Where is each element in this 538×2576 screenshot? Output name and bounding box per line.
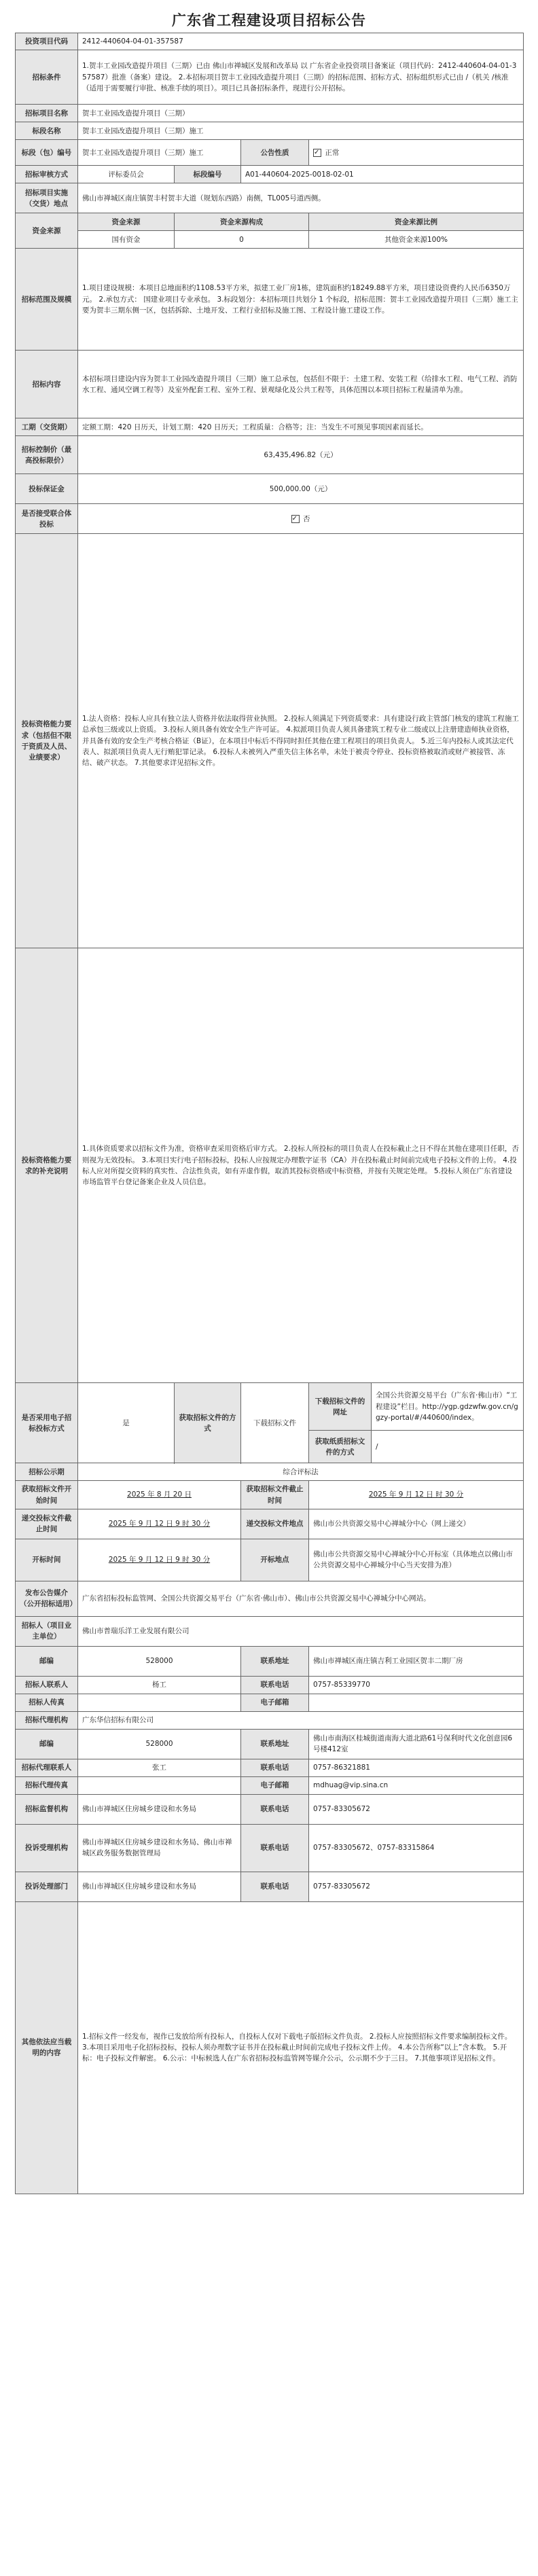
label: 标段编号 [175, 166, 241, 183]
value: 0757-86321881 [309, 1759, 524, 1776]
label: 获取招标文件的方式 [175, 1383, 241, 1463]
value: 佛山市公共资源交易中心禅城分中心（网上递交） [309, 1509, 524, 1539]
row-supervisor [16, 1794, 524, 1824]
row-tenderer [16, 1616, 524, 1646]
value: 否 [302, 514, 310, 523]
label: 是否接受联合体投标 [16, 504, 78, 534]
value: 贺丰工业园改造提升项目（三期）施工 [78, 122, 524, 140]
label: 招标监督机构 [16, 1794, 78, 1824]
header: 资金来源 [78, 213, 175, 231]
label: 招标审核方式 [16, 166, 78, 183]
row-a-contact [16, 1759, 524, 1776]
row-funding-head [16, 213, 524, 231]
value: 528000 [78, 1646, 241, 1676]
row-t-person [16, 1694, 524, 1711]
checkbox-icon [313, 149, 321, 157]
value: 张工 [78, 1759, 241, 1776]
value: 1.项目建设规模：本项目总地面积约1108.53平方米，拟建工业厂房1栋，建筑面积约18249.88平方米，项目建设资费约人民币6350万元。 2.承包方式： 国建业项目专业承包。 3.标段划分：本招标项目共划分 1 个标段，招标范围：贺丰工业园改造提升项目（三期）施工主要为贺丰三期东侧一区，包括拆除、土地开发、工程行业招标及施工图、工程设计施工建设工作。 [78, 249, 524, 351]
value: 2025 年 8 月 20 日 [78, 1481, 241, 1509]
row-exam [16, 948, 524, 1383]
value: 广东华信招标有限公司 [78, 1711, 524, 1729]
value: 佛山市禅城区南庄镇贺丰村贺丰大道（规划东西路）南侧，TL005号道西侧。 [78, 183, 524, 213]
row-notes [16, 1901, 524, 2194]
label: 开标时间 [16, 1539, 78, 1581]
label: 投资项目代码 [16, 33, 78, 50]
row-t-post [16, 1646, 524, 1676]
label: 招标项目实施（交货）地点 [16, 183, 78, 213]
label: 标段（包）编号 [16, 140, 78, 166]
label: 投标资格能力要求（包括但不限于资质及人员、业绩要求） [16, 534, 78, 948]
notice-table [15, 33, 524, 2194]
value: 本招标项目建设内容为贺丰工业园改造提升项目（三期）施工总承包，包括但不限于：土建工程、安装工程（给排水工程、电气工程、消防水工程、通风空调工程等）及室外配套工程、室外工程、景观绿化及公共工程等，具体范围以本项目招标工程量清单为准。 [78, 351, 524, 418]
label: 递交投标文件截止时间 [16, 1509, 78, 1539]
label: 招标公示期 [16, 1463, 78, 1481]
value: 广东省招标投标监管网、全国公共资源交易平台（广东省·佛山市）、佛山市公共资源交易中心禅城分中心网站。 [78, 1581, 524, 1616]
value: 2025 年 9 月 12 日 时 30 分 [309, 1481, 524, 1509]
value: 63,435,496.82（元） [78, 436, 524, 474]
value: 综合评标法 [78, 1463, 524, 1481]
label: 投标保证金 [16, 474, 78, 504]
row-section-no [16, 140, 524, 166]
label: 资金来源 [16, 213, 78, 249]
row-submit [16, 1509, 524, 1539]
header: 资金来源构成 [175, 213, 309, 231]
label: 招标人传真 [16, 1694, 78, 1711]
label: 联系电话 [241, 1824, 309, 1872]
row-section-name [16, 122, 524, 140]
value: 528000 [78, 1729, 241, 1759]
row-consortium [16, 504, 524, 534]
value: / [372, 1431, 524, 1463]
row-a-person [16, 1776, 524, 1794]
label: 招标范围及规模 [16, 249, 78, 351]
row-complaint [16, 1824, 524, 1872]
row-a-post [16, 1729, 524, 1759]
notice-type-value [309, 140, 524, 166]
value: 佛山市禅城区南庄镇吉利工业园区贺丰二期厂房 [309, 1646, 524, 1676]
row-agency [16, 1711, 524, 1729]
label: 公告性质 [241, 140, 309, 166]
label: 联系地址 [241, 1646, 309, 1676]
checkbox-icon [291, 515, 300, 523]
row-complaint2 [16, 1872, 524, 1901]
label: 工期（交货期） [16, 418, 78, 436]
value: 1.具体资质要求以招标文件为准，资格审查采用资格后审方式。 2.投标人所投标的项目负责人在投标截止之日不得在其他在建项目任职，否则视为无效投标。 3.本项目实行电子招标投标，投标人应按规定办理数字证书（CA）并在投标截止时间前完成电子投标文件的上传。 4.投标人应对所提交资料的真实性、合法性负责，如有弄虚作假，取消其投标资格或中标资格，并按有关规定处理。 5.投标人须在广东省建设市场监管平台登记备案企业及人员信息。 [78, 948, 524, 1383]
label: 招标代理传真 [16, 1776, 78, 1794]
label: 招标人（项目业主单位） [16, 1616, 78, 1646]
value [309, 1694, 524, 1711]
label: 联系电话 [241, 1676, 309, 1694]
label: 招标代理机构 [16, 1711, 78, 1729]
value: 0757-83305672、0757-83315864 [309, 1824, 524, 1872]
value: 贺丰工业园改造提升项目（三期） [78, 105, 524, 122]
value: 1.招标文件一经发布，视作已发放给所有投标人，自投标人仅对下载电子版招标文件负责。 2.投标人应按照招标文件要求编制投标文件。 3.本项目采用电子化招标投标，投标人须办理数字证书并在投标截止时间前完成电子投标文件上传。 4.本公告所称“以上”含本数。 5.开标：电子投标文件解密。 6.公示：中标候选人在广东省招标投标监管网等媒介公示，公示期不少于三日。 7.其他事项详见招标文件。 [78, 1901, 524, 2194]
value: 500,000.00（元） [78, 474, 524, 504]
row-get-time [16, 1481, 524, 1509]
row-e-bid-1 [16, 1383, 524, 1431]
cell: 国有资金 [78, 231, 175, 249]
value: 2025 年 9 月 12 日 9 时 30 分 [78, 1509, 241, 1539]
row-open-time [16, 1539, 524, 1581]
value: 评标委员会 [78, 166, 175, 183]
label: 联系电话 [241, 1794, 309, 1824]
label: 招标内容 [16, 351, 78, 418]
value: 佛山市南海区桂城街道南海大道北路61号保利时代文化创意园6号楼412室 [309, 1729, 524, 1759]
value: 0757-83305672 [309, 1872, 524, 1901]
row-location [16, 183, 524, 213]
value: 佛山市禅城区住房城乡建设和水务局 [78, 1872, 241, 1901]
label: 下载招标文件的网址 [309, 1383, 372, 1431]
label: 获取纸质招标文件的方式 [309, 1431, 372, 1463]
label: 招标代理联系人 [16, 1759, 78, 1776]
label: 电子邮箱 [241, 1694, 309, 1711]
value: 定额工期：420 日历天，计划工期：420 日历天；工程质量：合格等；注：当发生不可预见事项因素而延长。 [78, 418, 524, 436]
label: 招标项目名称 [16, 105, 78, 122]
label: 获取招标文件截止时间 [241, 1481, 309, 1509]
label: 招标人联系人 [16, 1676, 78, 1694]
value: 2412-440604-04-01-357587 [78, 33, 524, 50]
value: 1.法人资格：投标人应具有独立法人资格并依法取得营业执照。 2.投标人须满足下列资质要求：具有建设行政主管部门核发的建筑工程施工总承包三级或以上资质。 3.投标人须具备有效安全生产许可证。 4.拟派项目负责人须具备建筑工程专业二级或以上注册建造师执业资格，并具备有效的安全生产考核合格证（B证），在本项目中标后不得同时担任其他在建工程项目的项目负责人。 5.近三年内投标人或其法定代表人、拟派项目负责人无行贿犯罪记录。 6.投标人未被列入严重失信主体名单，未处于被责令停业、投标资格被取消或财产被接管、冻结、破产状态。 7.其他要求详见招标文件。 [78, 534, 524, 948]
value: 1.贺丰工业园改造提升项目（三期）已由 佛山市禅城区发展和改革局 以 广东省企业投资项目备案证（项目代码：2412-440604-04-01-357587）批准（备案）建设。 2.本招标项目贺丰工业园改造提升项目（三期）的招标范围、招标方式、招标组织形式已由 /（机关 /核准（适用于需要履行审批、核准手续的项目）。项目已具备招标条件，现进行公开招标。 [78, 50, 524, 105]
value: mdhuag@vip.sina.cn [309, 1776, 524, 1794]
value: 正常 [325, 148, 340, 157]
value: 佛山市禅城区住房城乡建设和水务局、佛山市禅城区政务服务数据管理局 [78, 1824, 241, 1872]
label: 联系地址 [241, 1729, 309, 1759]
row-max-price [16, 436, 524, 474]
row-project-name [16, 105, 524, 122]
row-t-contact [16, 1676, 524, 1694]
value [78, 1694, 241, 1711]
label: 联系电话 [241, 1872, 309, 1901]
label: 其他依法应当载明的内容 [16, 1901, 78, 2194]
label: 投诉处理部门 [16, 1872, 78, 1901]
label: 联系电话 [241, 1759, 309, 1776]
row-content [16, 351, 524, 418]
row-reviewer [16, 166, 524, 183]
row-notice-period [16, 1463, 524, 1481]
download-url[interactable]: 全国公共资源交易平台（广东省·佛山市）“工程建设”栏目。http://ygp.gdzwfw.gov.cn/ggzy-portal/#/440600/index。 [372, 1383, 524, 1431]
value: 佛山市公共资源交易中心禅城分中心开标室（具体地点以佛山市公共资源交易中心禅城分中心当天安排为准） [309, 1539, 524, 1581]
label: 招标条件 [16, 50, 78, 105]
label: 标段名称 [16, 122, 78, 140]
page-title: 广东省工程建设项目招标公告 [172, 12, 366, 29]
value [78, 1776, 241, 1794]
label: 开标地点 [241, 1539, 309, 1581]
label: 投标资格能力要求的补充说明 [16, 948, 78, 1383]
cell: 其他资金来源100% [309, 231, 524, 249]
label: 电子邮箱 [241, 1776, 309, 1794]
value: A01-440604-2025-0018-02-01 [241, 166, 524, 183]
consortium-value [78, 504, 524, 534]
label: 邮编 [16, 1646, 78, 1676]
label: 发布公告媒介（公开招标适用） [16, 1581, 78, 1616]
value: 0757-85339770 [309, 1676, 524, 1694]
label: 投诉受理机构 [16, 1824, 78, 1872]
label: 招标控制价（最高投标限价） [16, 436, 78, 474]
row-tender-conditions [16, 50, 524, 105]
value: 下载招标文件 [241, 1383, 309, 1463]
label: 获取招标文件开始时间 [16, 1481, 78, 1509]
row-scope [16, 249, 524, 351]
value: 是 [78, 1383, 175, 1463]
value: 佛山市普瑞乐洋工业发展有限公司 [78, 1616, 524, 1646]
value: 2025 年 9 月 12 日 9 时 30 分 [78, 1539, 241, 1581]
row-deposit [16, 474, 524, 504]
label: 邮编 [16, 1729, 78, 1759]
value: 贺丰工业园改造提升项目（三期）施工 [78, 140, 241, 166]
label: 是否采用电子招标投标方式 [16, 1383, 78, 1463]
value: 杨工 [78, 1676, 241, 1694]
value: 0757-83305672 [309, 1794, 524, 1824]
value: 佛山市禅城区住房城乡建设和水务局 [78, 1794, 241, 1824]
cell: 0 [175, 231, 309, 249]
row-duration [16, 418, 524, 436]
header: 资金来源比例 [309, 213, 524, 231]
row-qualification [16, 534, 524, 948]
row-project-code [16, 33, 524, 50]
row-funding-body [16, 231, 524, 249]
row-media [16, 1581, 524, 1616]
label: 递交投标文件地点 [241, 1509, 309, 1539]
